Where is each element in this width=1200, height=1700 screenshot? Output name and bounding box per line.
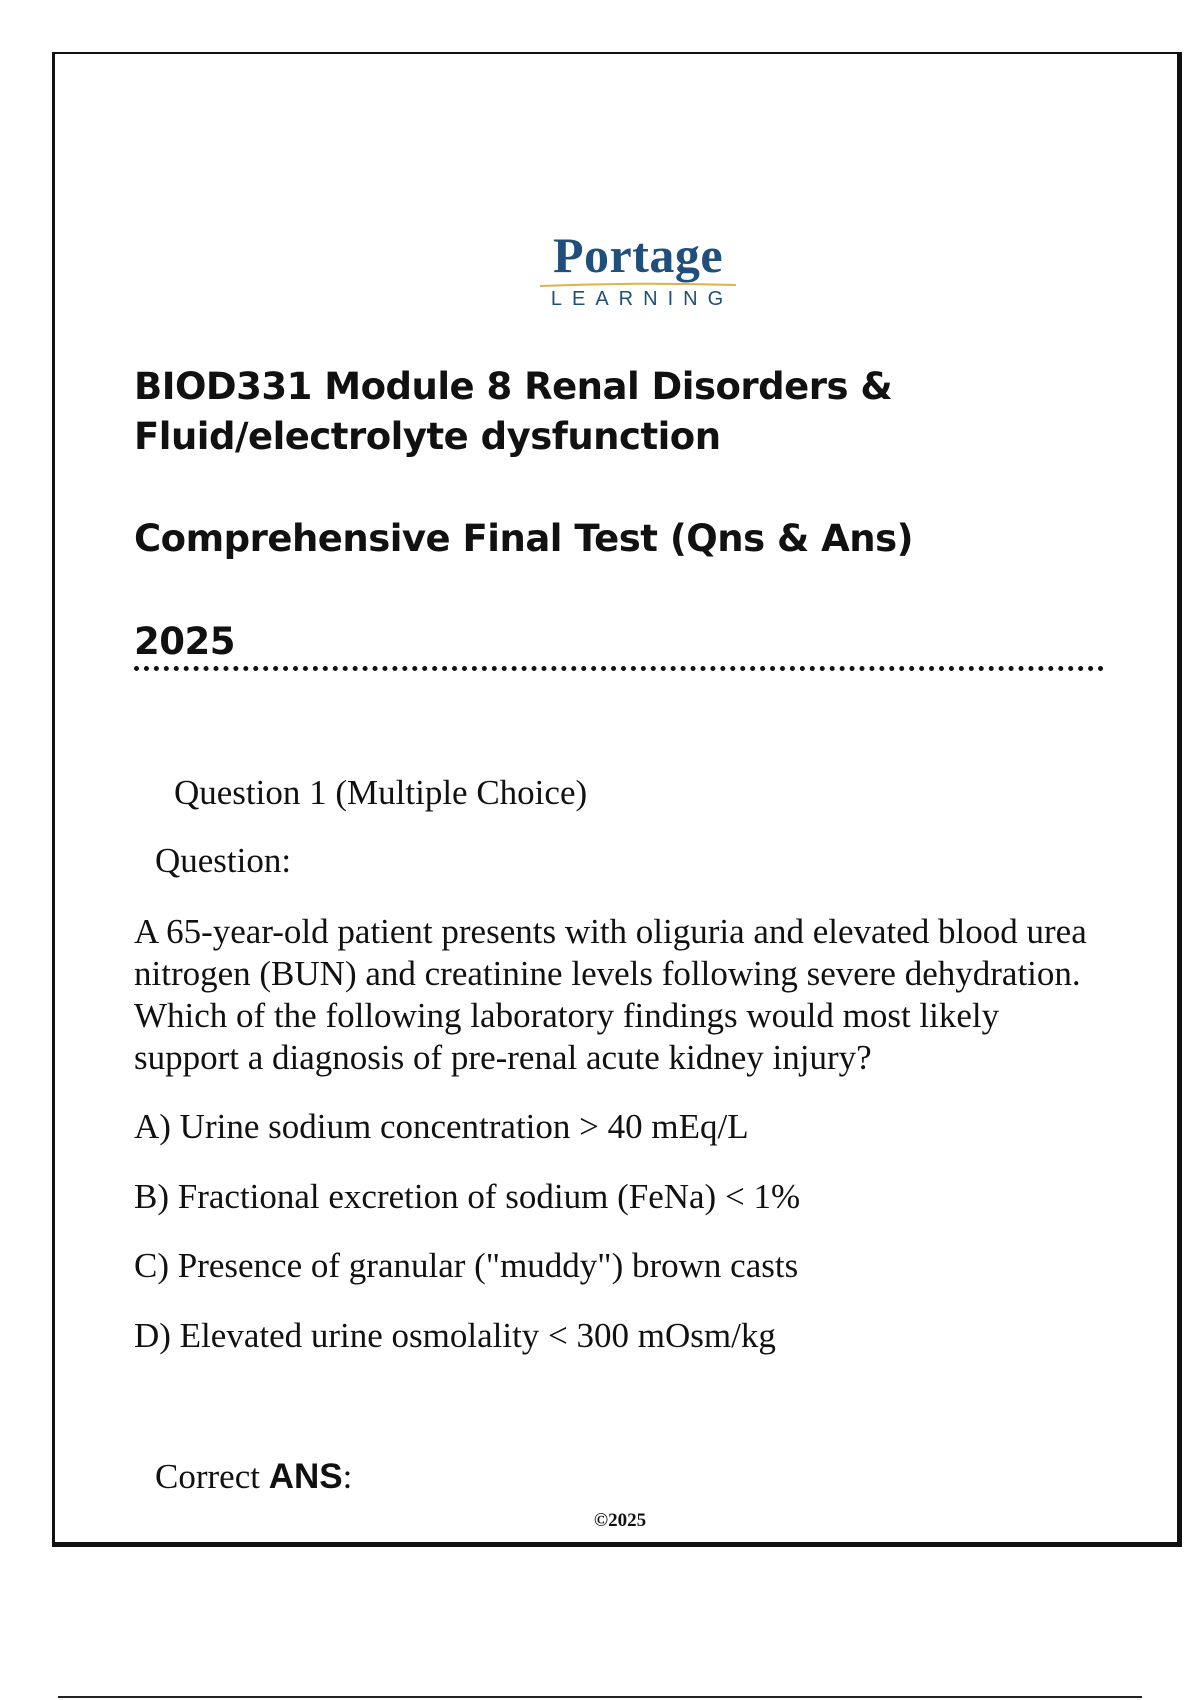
document-subtitle: Comprehensive Final Test (Qns & Ans): [134, 517, 914, 560]
logo-wordmark: Portage: [552, 227, 724, 283]
logo-subtitle: LEARNING: [550, 288, 734, 310]
footer-copyright: ©2025: [593, 1510, 647, 1531]
question-label: Question 1 (Multiple Choice): [174, 773, 588, 812]
document-year: 2025: [134, 620, 235, 663]
answer-bold: ANS: [268, 1457, 343, 1496]
answer-suffix: :: [342, 1457, 353, 1496]
dotted-divider: [134, 666, 1104, 671]
correct-answer-label: [155, 1456, 352, 1498]
bottom-divider: [58, 1696, 1142, 1698]
question-body: A 65-year-old patient presents with oliguria and elevated blood urea nitrogen (BUN) and creatinine levels following severe dehydration. Which of the following laboratory findings would most likely support a diagnosis of pre-renal acute kidney injury?: [134, 912, 1087, 1077]
portage-learning-logo: [533, 227, 743, 310]
document-title: BIOD331 Module 8 Renal Disorders & Fluid/electrolyte dysfunction: [134, 365, 893, 458]
option-a: A) Urine sodium concentration > 40 mEq/L: [134, 1107, 749, 1146]
question-prompt-label: Question:: [155, 841, 292, 880]
answer-prefix: Correct: [155, 1457, 269, 1496]
option-c: C) Presence of granular ("muddy") brown casts: [134, 1246, 799, 1285]
option-d: D) Elevated urine osmolality < 300 mOsm/kg: [134, 1316, 776, 1355]
option-b: B) Fractional excretion of sodium (FeNa) < 1%: [134, 1177, 801, 1216]
